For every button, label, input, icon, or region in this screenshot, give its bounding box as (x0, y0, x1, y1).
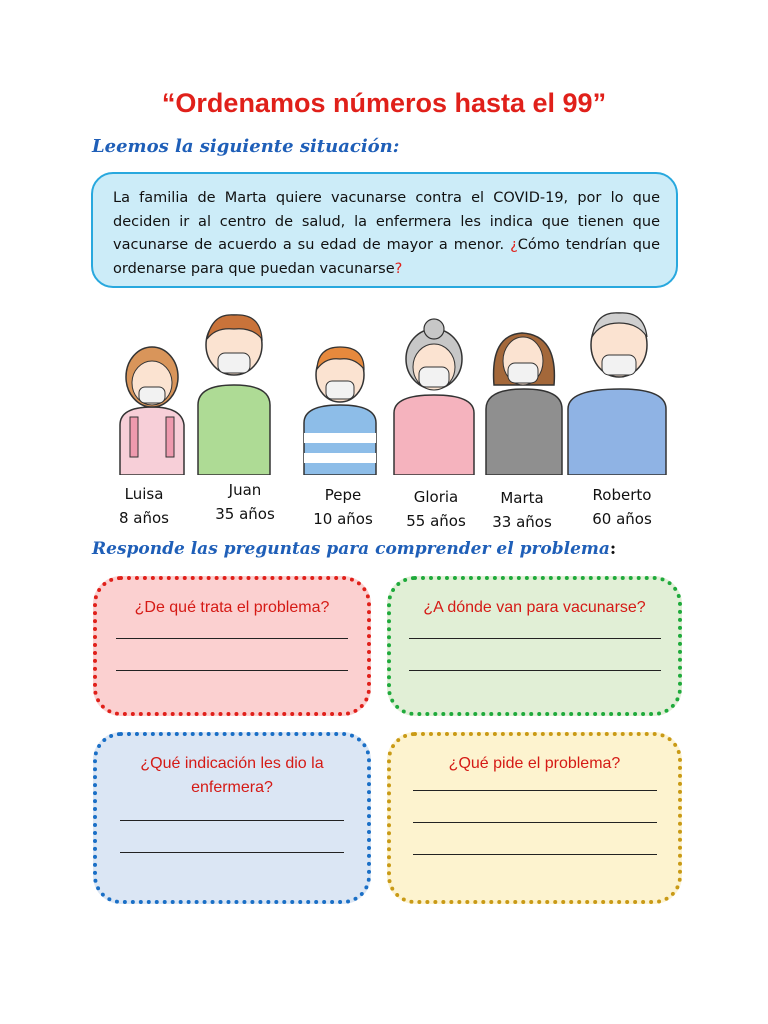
person-luisa-figure (120, 347, 184, 475)
answer-line[interactable] (409, 638, 661, 639)
person-label-roberto (577, 483, 667, 531)
question-card-where (387, 576, 682, 716)
person-label-pepe (298, 483, 388, 531)
person-age: 55 años (406, 512, 466, 530)
answer-line[interactable] (413, 854, 657, 855)
person-roberto-figure (568, 313, 666, 475)
answer-line[interactable] (413, 790, 657, 791)
family-labels (0, 478, 768, 531)
answer-line[interactable] (413, 822, 657, 823)
person-label-luisa (99, 482, 189, 530)
person-name: Roberto (592, 486, 652, 504)
section-heading-answer-text: Responde las preguntas para comprender el problema (92, 539, 610, 559)
page-title: “Ordenamos números hasta el 99” (161, 88, 607, 118)
section-heading-answer-colon: : (609, 539, 617, 559)
story-question-close: ? (394, 260, 403, 277)
question-card-request (387, 732, 682, 904)
person-name: Juan (228, 481, 262, 499)
story-question: Cómo tendrían que ordenarse para que puedan vacunarse (113, 237, 661, 277)
person-juan-figure (198, 315, 270, 475)
person-pepe-figure (304, 347, 376, 475)
person-gloria-figure (394, 319, 474, 475)
person-name: Marta (500, 489, 544, 507)
person-age: 33 años (492, 513, 552, 531)
person-age: 60 años (592, 510, 652, 528)
family-illustration (112, 305, 672, 475)
person-marta-figure (486, 333, 562, 475)
answer-line[interactable] (409, 670, 661, 671)
card-question: ¿De qué trata el problema? (134, 599, 330, 616)
question-card-topic (93, 576, 371, 716)
answer-line[interactable] (120, 820, 344, 821)
person-label-juan (200, 478, 290, 526)
person-age: 10 años (313, 510, 373, 528)
story-text: La familia de Marta quiere vacunarse contra el COVID-19, por lo que deciden ir al centro de salud, la enfermera les indica que tienen que vacunarse de acuerdo a su edad de mayor a menor. (113, 190, 660, 253)
card-question: ¿Qué pide el problema? (448, 755, 621, 772)
person-age: 35 años (215, 505, 275, 523)
person-age: 8 años (118, 509, 169, 527)
card-question: ¿A dónde van para vacunarse? (423, 599, 646, 616)
story-question-open: ¿ (510, 237, 518, 253)
person-label-gloria (391, 485, 481, 533)
section-heading-read: Leemos la siguiente situación: (92, 136, 400, 157)
person-name: Gloria (413, 488, 459, 506)
section-heading-answer (92, 539, 616, 559)
answer-line[interactable] (116, 638, 348, 639)
person-name: Pepe (324, 486, 362, 504)
answer-line[interactable] (120, 852, 344, 853)
story-box (91, 172, 678, 288)
person-name: Luisa (124, 485, 164, 503)
answer-line[interactable] (116, 670, 348, 671)
card-question: ¿Qué indicación les dio la enfermera? (140, 755, 324, 796)
person-label-marta (477, 486, 567, 534)
question-card-instruction (93, 732, 371, 904)
